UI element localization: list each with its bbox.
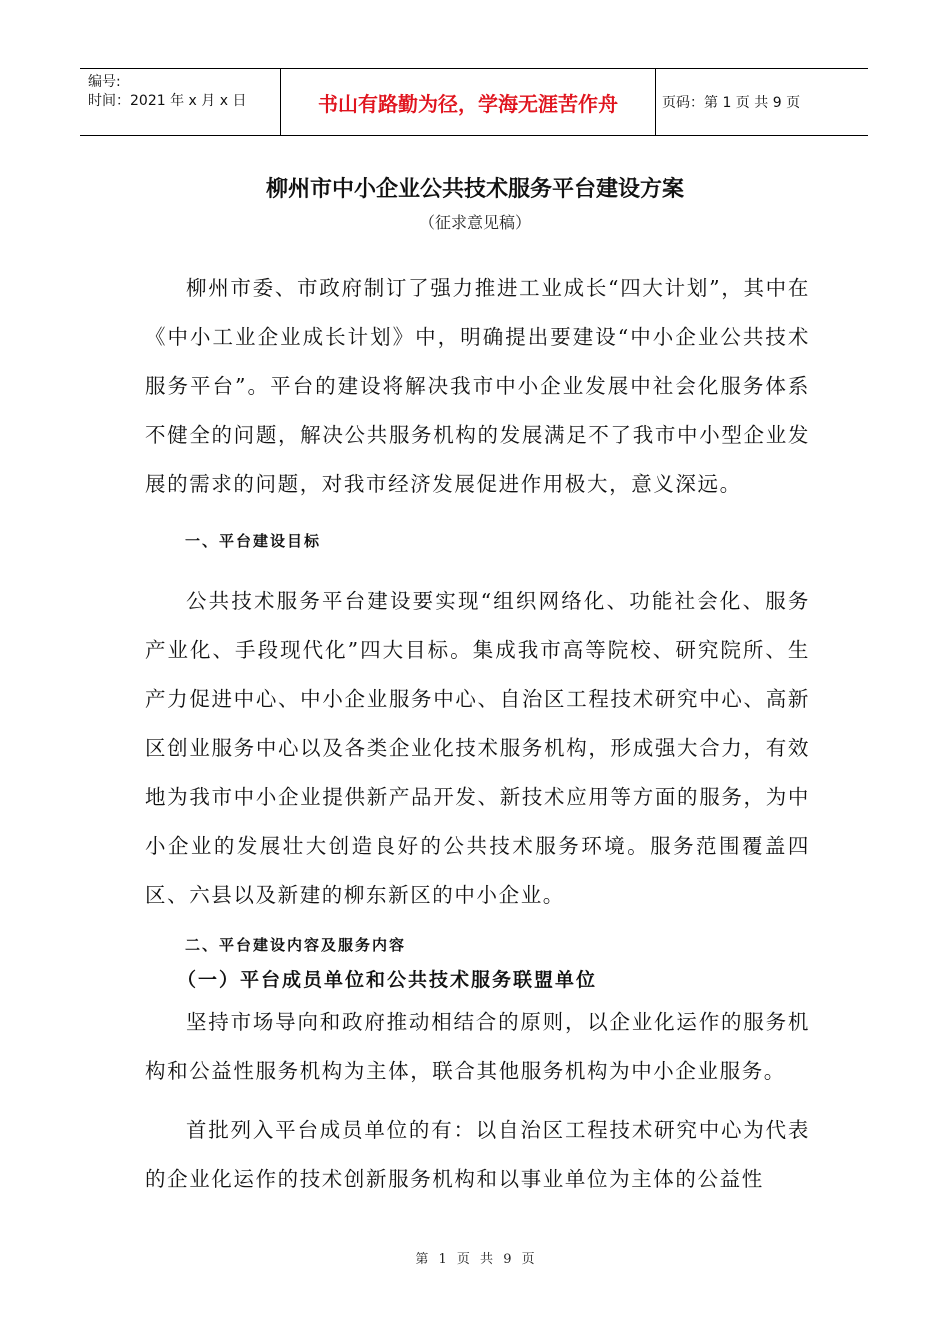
intro-paragraph: 柳州市委、市政府制订了强力推进工业成长“四大计划”，其中在《中小工业企业成长计划》中，明确提出要建设“中小企业公共技术服务平台”。平台的建设将解决我市中小企业发展中社会化服务体系不健全的问题，解决公共服务机构的发展满足不了我市中小型企业发展的需求的问题，对我市经济发展促进作用极大，意义深远。 bbox=[145, 276, 810, 496]
document-title: 柳州市中小企业公共技术服务平台建设方案 bbox=[265, 177, 684, 202]
document-number-label: 编号: bbox=[88, 74, 121, 90]
header-motto: 书山有路勤为径，学海无涯苦作舟 bbox=[281, 69, 656, 135]
document-time-label: 时间：2021 年 x 月 x 日 bbox=[88, 93, 247, 109]
section-2-subheading-1: （一）平台成员单位和公共技术服务联盟单位 bbox=[177, 969, 598, 991]
header-page-code: 页码：第 1 页 共 9 页 bbox=[662, 95, 801, 111]
section-2-heading: 二、平台建设内容及服务内容 bbox=[185, 936, 407, 954]
document-header bbox=[80, 68, 868, 136]
document-body bbox=[145, 264, 810, 1204]
document-subtitle: （征求意见稿） bbox=[418, 213, 531, 232]
page-footer: 第 1 页 共 9 页 bbox=[415, 1252, 535, 1267]
section-1-heading: 一、平台建设目标 bbox=[185, 532, 322, 550]
section-2-paragraph-1: 坚持市场导向和政府推动相结合的原则，以企业化运作的服务机构和公益性服务机构为主体，联合其他服务机构为中小企业服务。 bbox=[145, 1010, 810, 1083]
section-2-paragraph-2: 首批列入平台成员单位的有：以自治区工程技术研究中心为代表的企业化运作的技术创新服务机构和以事业单位为主体的公益性 bbox=[145, 1118, 810, 1191]
section-1-paragraph: 公共技术服务平台建设要实现“组织网络化、功能社会化、服务产业化、手段现代化”四大目标。集成我市高等院校、研究院所、生产力促进中心、中小企业服务中心、自治区工程技术研究中心、高新区创业服务中心以及各类企业化技术服务机构，形成强大合力，有效地为我市中小企业提供新产品开发、新技术应用等方面的服务，为中小企业的发展壮大创造良好的公共技术服务环境。服务范围覆盖四区、六县以及新建的柳东新区的中小企业。 bbox=[145, 589, 810, 907]
header-meta bbox=[80, 69, 281, 135]
